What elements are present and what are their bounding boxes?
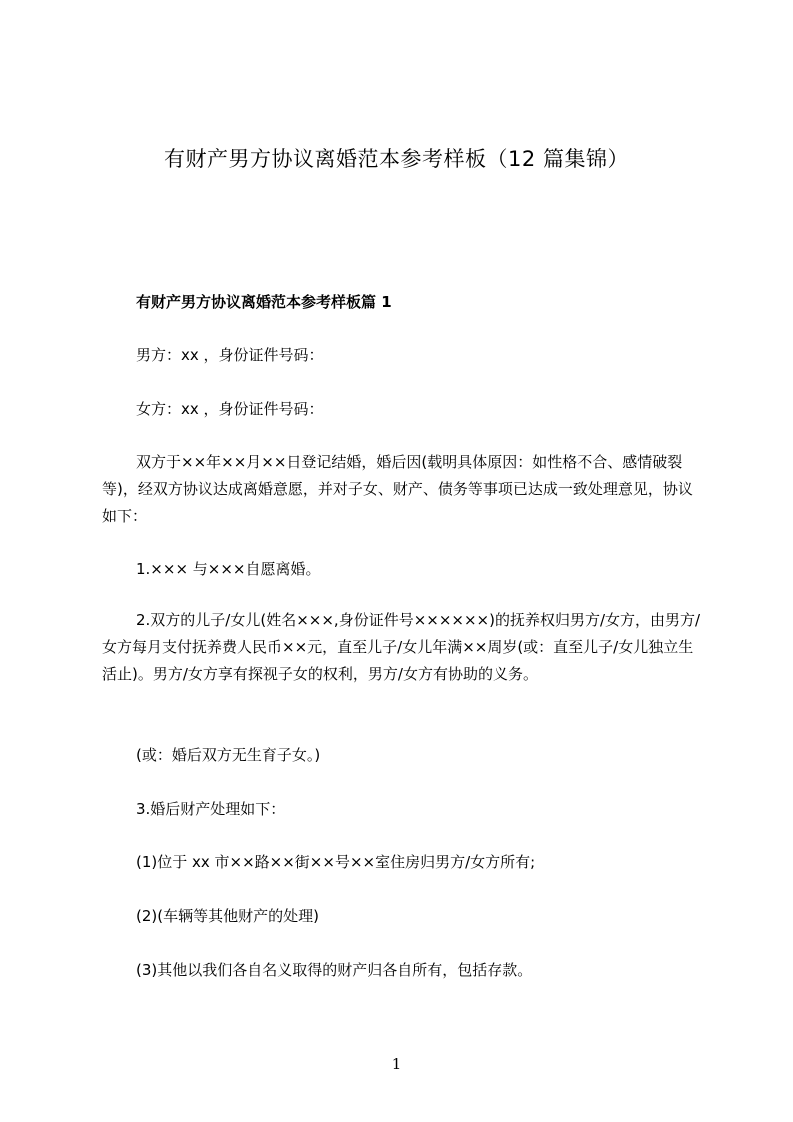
paragraph-female-party: 女方：xx ，身份证件号码： <box>136 400 324 418</box>
paragraph-male-party: 男方：xx ，身份证件号码： <box>136 346 324 364</box>
paragraph-property-2: (2)(车辆等其他财产的处理) <box>136 907 319 925</box>
page-number: 1 <box>391 1055 402 1073</box>
paragraph-clause-1: 1.××× 与×××自愿离婚。 <box>136 560 321 578</box>
section-heading: 有财产男方协议离婚范本参考样板篇 1 <box>136 293 392 311</box>
paragraph-no-children: (或：婚后双方无生育子女。) <box>136 746 321 764</box>
paragraph-property-3: (3)其他以我们各自名义取得的财产归各自所有，包括存款。 <box>136 961 533 979</box>
paragraph-property-1: (1)位于 xx 市××路××街××号××室住房归男方/女方所有; <box>136 853 536 871</box>
document-title: 有财产男方协议离婚范本参考样板（12 篇集锦） <box>164 147 629 171</box>
paragraph-clause-2: 2.双方的儿子/女儿(姓名×××,身份证件号××××××)的抚养权归男方/女方，由男方/女方每月支付抚养费人民币××元，直至儿子/女儿年满××周岁(或：直至儿子/女儿独立生活止)。男方/女方享有探视子女的权利，男方/女方有协助的义务。 <box>102 611 701 683</box>
paragraph-intro: 双方于××年××月××日登记结婚，婚后因(载明具体原因：如性格不合、感情破裂等)，经双方协议达成离婚意愿，并对子女、财产、债务等事项已达成一致处理意见，协议如下： <box>102 453 693 525</box>
paragraph-clause-3: 3.婚后财产处理如下： <box>136 800 286 818</box>
